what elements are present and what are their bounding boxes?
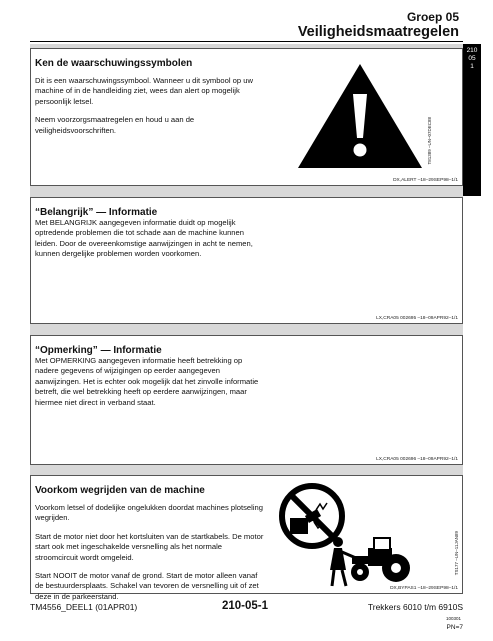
page-number: 210-05-1 (222, 600, 269, 612)
reference-code: LX,CRA05 002696 –18–09APR92–1/1 (376, 457, 458, 462)
section-body (35, 503, 265, 610)
footer-pn: PN=7 (446, 624, 463, 631)
header-rule (30, 41, 463, 42)
paragraph: Dit is een waarschuwingssymbool. Wanneer u dit symbool op uw machine of in de handleiding ziet, wees dan alert op mogelijk persoonlijk letsel. (35, 76, 253, 106)
footer-model-range: Trekkers 6010 t/m 6910S (367, 602, 463, 612)
section-important-info (30, 197, 463, 324)
section-prevent-runaway (30, 475, 463, 601)
section-note-info (30, 335, 463, 465)
image-code: T81389 –UN–07DEC88 (427, 117, 432, 165)
section-heading: “Opmerking” — Informatie (35, 345, 162, 356)
image-code: TS177 –UN–11JAN89 (454, 531, 459, 576)
section-heading: Ken de waarschuwingssymbolen (35, 58, 193, 69)
page-header (298, 10, 459, 40)
section-body (35, 356, 267, 416)
footer-manual-id: TM4556_DEEL1 (01APR01) (30, 602, 138, 612)
section-body (35, 76, 260, 144)
section-separator (30, 465, 463, 475)
section-heading: Voorkom wegrijden van de machine (35, 485, 205, 496)
bypass-start-prohibited-icon (276, 482, 428, 590)
paragraph: Met OPMERKING aangegeven informatie heeft betrekking op nadere gegevens of wijzigingen op eerder aangegeven aanwijzingen. Het is echter ook mogelijk dat het zinvolle informatie betreft, die wel betrekking heeft op eerdere aanwijzingen, maar hiermee niet direct in verband staat. (35, 356, 259, 407)
section-body (35, 218, 265, 268)
section-heading: “Belangrijk” — Informatie (35, 207, 158, 218)
section-tab (463, 44, 481, 196)
page-title: Veiligheidsmaatregelen (297, 24, 459, 40)
warning-triangle-icon (294, 60, 426, 172)
reference-code: LX,CRA05 002695 –18–09APR92–1/1 (376, 316, 458, 321)
paragraph: Met BELANGRIJK aangegeven informatie duidt op mogelijk optredende problemen die tot schade aan de machine kunnen leiden. Door de overeenkomstige aanwijzingen in acht te nemen, kunnen dergelijke problemen worden voorkomen. (35, 218, 253, 259)
reference-code: DX,BYPAS1 –18–29SEP98–1/1 (390, 586, 458, 591)
footer-code: 100301 (445, 616, 461, 621)
paragraph: Voorkom letsel of dodelijke ongelukken doordat machines plotseling wegrijden. (35, 503, 263, 523)
paragraph: Neem voorzorgsmaatregelen en houd u aan de veiligheidsvoorschriften. (35, 115, 195, 135)
section-alert-symbol (30, 48, 463, 186)
group-label: Groep 05 (406, 10, 459, 24)
paragraph: Start de motor niet door het kortsluiten van de startkabels. De motor start ook met ingeschakelde versnelling als het normale stroomcircuit wordt omgeleid. (35, 531, 264, 562)
section-separator (30, 186, 463, 197)
section-tab-line1: 210 (466, 47, 478, 54)
section-tab-line2: 05 (468, 55, 476, 62)
section-separator (30, 324, 463, 335)
section-tab-line3: 1 (470, 63, 474, 70)
paragraph: Start NOOIT de motor vanaf de grond. Start de motor alleen vanaf de bestuurdersplaats. Schakel van tevoren de versnelling uit of zet deze in de parkeerstand. (35, 571, 259, 601)
reference-code: DX,ALERT –18–29SEP98–1/1 (393, 178, 458, 183)
